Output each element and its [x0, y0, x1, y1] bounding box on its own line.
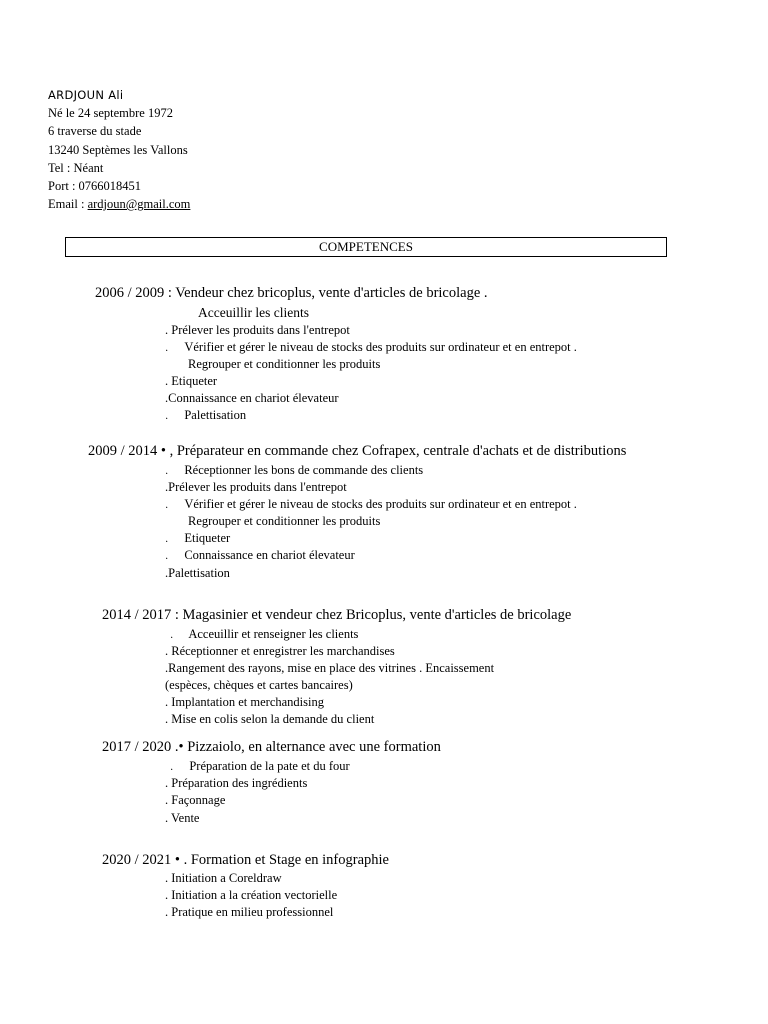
experience-task: ․ Réceptionner les bons de commande des clients — [165, 462, 423, 480]
contact-block — [48, 86, 190, 213]
experience-task: . Vente — [165, 811, 200, 825]
experience-heading: 2014 / 2017 : Magasinier et vendeur chez Bricoplus, vente d'articles de bricolage — [102, 607, 572, 623]
experience-heading: 2017 / 2020 .• Pizzaiolo, en alternance avec une formation — [102, 739, 441, 755]
address-line-1: 6 traverse du stade — [48, 124, 142, 139]
experience-task: . Réceptionner et enregistrer les marchandises — [165, 644, 395, 658]
bullet-icon: ․ — [165, 500, 169, 511]
mobile-phone: Port : 0766018451 — [48, 179, 142, 194]
bullet-icon: ․ — [165, 466, 169, 477]
experience-task: Regrouper et conditionner les produits — [188, 357, 381, 371]
email-link[interactable]: ardjoun@gmail.com — [87, 197, 191, 212]
email-label: Email : — [48, 197, 88, 212]
bullet-icon: ․ — [170, 762, 174, 773]
experience-task: . Façonnage — [165, 793, 226, 807]
experience-heading: 2020 / 2021 • . Formation et Stage en infographie — [102, 852, 389, 868]
experience-task: ․ Préparation de la pate et du four — [170, 758, 350, 776]
experience-heading: 2009 / 2014 • , Préparateur en commande chez Cofrapex, centrale d'achats et de distributions — [88, 443, 627, 459]
experience-task: . Préparation des ingrédients — [165, 776, 308, 790]
experience-task: . Mise en colis selon la demande du client — [165, 712, 375, 726]
experience-task: . Initiation a Coreldraw — [165, 871, 282, 885]
experience-heading: 2006 / 2009 : Vendeur chez bricoplus, vente d'articles de bricolage . — [95, 285, 488, 301]
email-row — [48, 195, 190, 213]
experience-task: ․ Acceuillir et renseigner les clients — [170, 626, 358, 644]
experience-task: ․ Vérifier et gérer le niveau de stocks des produits sur ordinateur et en entrepot . — [165, 339, 577, 357]
bullet-icon: ․ — [165, 411, 169, 422]
experience-task: Regrouper et conditionner les produits — [188, 514, 381, 528]
bullet-icon: ․ — [165, 343, 169, 354]
section-title-competences: COMPETENCES — [65, 237, 667, 257]
experience-task: ․ Palettisation — [165, 407, 246, 425]
experience-task: . Initiation a la création vectorielle — [165, 888, 338, 902]
bullet-icon: ․ — [165, 551, 169, 562]
experience-task: Acceuillir les clients — [198, 305, 309, 320]
experience-task: .Connaissance en chariot élevateur — [165, 391, 339, 405]
experience-task: . Prélever les produits dans l'entrepot — [165, 323, 350, 337]
birth-date: Né le 24 septembre 1972 — [48, 106, 173, 121]
experience-task: ․ Vérifier et gérer le niveau de stocks des produits sur ordinateur et en entrepot . — [165, 496, 577, 514]
experience-task: .Palettisation — [165, 566, 230, 580]
experience-task: (espèces, chèques et cartes bancaires) — [165, 678, 353, 692]
telephone: Tel : Néant — [48, 160, 104, 175]
experience-task: . Pratique en milieu professionnel — [165, 905, 334, 919]
bullet-icon: ․ — [170, 630, 174, 641]
experience-task: .Rangement des rayons, mise en place des vitrines . Encaissement — [165, 661, 495, 675]
experience-task: ․ Etiqueter — [165, 530, 230, 548]
candidate-name: ARDJOUN Ali — [48, 88, 124, 102]
bullet-icon: ․ — [165, 534, 169, 545]
experience-task: . Implantation et merchandising — [165, 695, 324, 709]
experience-task: ․ Connaissance en chariot élevateur — [165, 547, 355, 565]
experience-task: . Etiqueter — [165, 374, 218, 388]
address-line-2: 13240 Septèmes les Vallons — [48, 142, 188, 157]
experience-task: .Prélever les produits dans l'entrepot — [165, 480, 347, 494]
